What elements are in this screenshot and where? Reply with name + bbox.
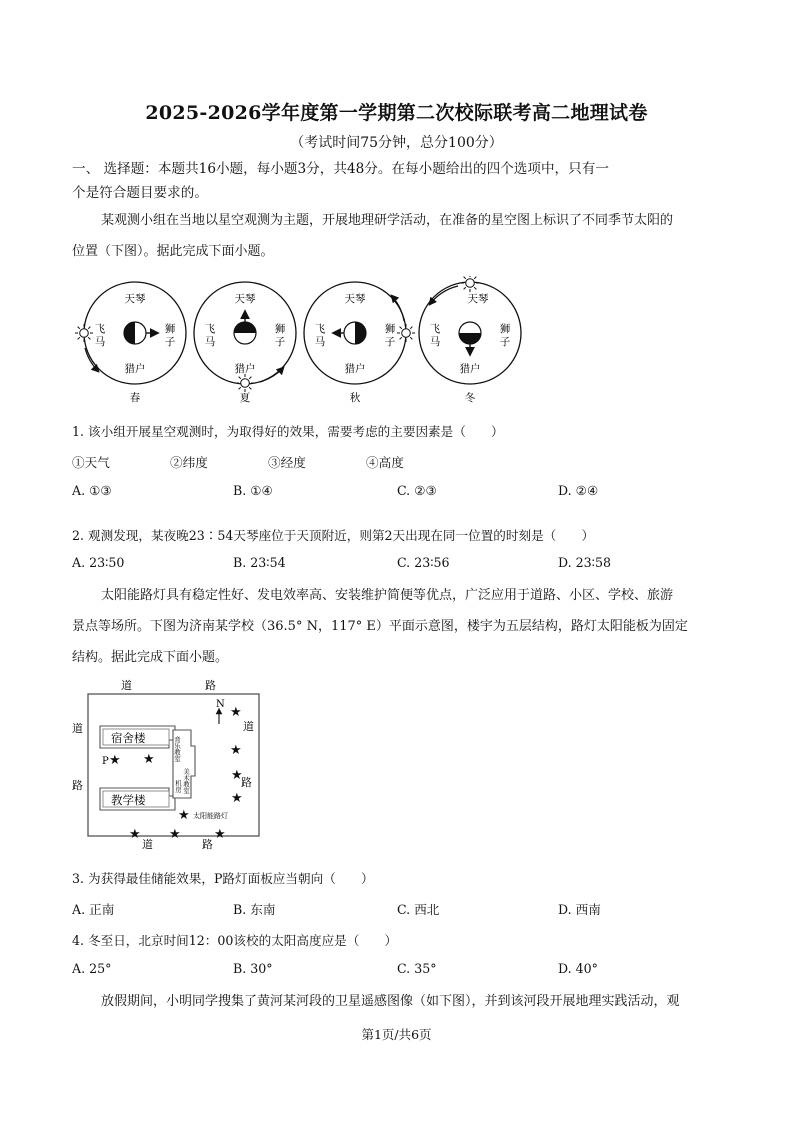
season-label: 秋 <box>349 392 361 404</box>
svg-text:天琴: 天琴 <box>467 293 489 305</box>
q4-stem: 4. 冬至日，北京时间12：00该校的太阳高度应是（ ） <box>72 933 398 948</box>
svg-text:道: 道 <box>72 722 83 735</box>
school-map-figure <box>65 676 270 852</box>
q1-factor-2: ②纬度 <box>170 455 208 470</box>
svg-text:狮: 狮 <box>499 323 511 335</box>
q2-option-a[interactable]: A. 23∶50 <box>72 555 125 570</box>
svg-text:★: ★ <box>231 791 243 806</box>
q1-option-b[interactable]: B. ①④ <box>233 483 273 498</box>
q1-factor-3: ③经度 <box>268 455 306 470</box>
q3-stem: 3. 为获得最佳储能效果，P路灯面板应当朝向（ ） <box>72 871 374 886</box>
sun-icon <box>236 374 254 392</box>
svg-text:路: 路 <box>72 779 83 792</box>
exam-info: （考试时间75分钟，总分100分） <box>290 135 503 151</box>
passage2-line2: 景点等场所。下图为济南某学校（36.5° N，117° E）平面示意图，楼宇为五层结构，路灯太阳能板为固定 <box>72 619 688 634</box>
svg-text:猎户: 猎户 <box>459 363 481 375</box>
season-label: 夏 <box>239 392 251 404</box>
svg-text:★: ★ <box>169 827 181 842</box>
star-maps-figure <box>60 276 540 406</box>
svg-text:马: 马 <box>429 336 441 348</box>
svg-text:子: 子 <box>499 336 511 348</box>
svg-text:★: ★ <box>214 827 226 842</box>
north-label: N <box>216 699 225 710</box>
svg-text:天琴: 天琴 <box>344 293 366 305</box>
passage2-line3: 结构。据此完成下面小题。 <box>72 650 229 665</box>
svg-text:道: 道 <box>142 838 153 851</box>
star-map-spring <box>75 282 186 404</box>
svg-text:飞: 飞 <box>314 323 326 335</box>
q2-stem: 2. 观测发现，某夜晚23∶54天琴座位于天顶附近，则第2天出现在同一位置的时刻是（ ） <box>72 528 595 543</box>
svg-text:狮: 狮 <box>164 323 176 335</box>
page-title: 2025-2026学年度第一学期第二次校际联考高二地理试卷 <box>145 102 648 124</box>
q4-option-d[interactable]: D. 40° <box>558 961 598 976</box>
svg-text:教学楼: 教学楼 <box>111 793 146 807</box>
dorm-building <box>100 726 175 748</box>
star-map-summer <box>194 282 296 404</box>
section-intro-line1: 一、 选择题：本题共16小题，每小题3分，共48分。在每小题给出的四个选项中，只有一 <box>72 161 609 177</box>
svg-text:马: 马 <box>314 336 326 348</box>
q4-option-b[interactable]: B. 30° <box>233 961 273 976</box>
svg-text:子: 子 <box>274 336 286 348</box>
svg-text:路: 路 <box>241 776 252 789</box>
q3-option-d[interactable]: D. 西南 <box>558 902 601 917</box>
svg-text:美术教室: 美术教室 <box>182 768 190 794</box>
sun-icon <box>461 276 479 292</box>
q1-factor-1: ①天气 <box>72 455 110 470</box>
svg-text:道: 道 <box>243 720 254 733</box>
svg-text:★: ★ <box>230 705 242 720</box>
svg-text:路: 路 <box>202 838 213 851</box>
svg-text:马: 马 <box>204 336 216 348</box>
section-intro-line2: 个是符合题目要求的。 <box>72 185 208 201</box>
svg-text:马: 马 <box>94 336 106 348</box>
svg-text:机房: 机房 <box>174 780 182 793</box>
passage1-line2: 位置（下图）。据此完成下面小题。 <box>72 244 274 259</box>
q2-option-b[interactable]: B. 23∶54 <box>233 555 286 570</box>
q4-option-c[interactable]: C. 35° <box>397 961 437 976</box>
svg-text:路: 路 <box>205 679 216 692</box>
season-label: 冬 <box>464 392 476 404</box>
svg-text:飞: 飞 <box>204 323 216 335</box>
svg-text:★: ★ <box>178 808 190 823</box>
legend-label: 太阳能路灯 <box>193 812 228 820</box>
svg-text:宿舍楼: 宿舍楼 <box>111 731 146 745</box>
q1-option-c[interactable]: C. ②③ <box>397 483 437 498</box>
svg-text:猎户: 猎户 <box>124 363 146 375</box>
sun-icon <box>75 324 93 342</box>
passage3-line1: 放假期间，小明同学搜集了黄河某河段的卫星遥感图像（如下图），并到该河段开展地理实践活动，观 <box>101 994 680 1009</box>
svg-text:子: 子 <box>164 336 176 348</box>
svg-text:★: ★ <box>230 743 242 758</box>
q1-option-d[interactable]: D. ②④ <box>558 483 599 498</box>
svg-text:音乐教室: 音乐教室 <box>173 736 181 762</box>
page-number: 第1页/共6页 <box>361 1027 432 1042</box>
svg-text:★: ★ <box>109 753 121 768</box>
q2-option-c[interactable]: C. 23∶56 <box>397 555 450 570</box>
q3-option-a[interactable]: A. 正南 <box>72 902 115 917</box>
svg-text:狮: 狮 <box>274 323 286 335</box>
svg-text:★: ★ <box>129 827 141 842</box>
sun-icon <box>397 324 415 342</box>
q1-option-a[interactable]: A. ①③ <box>72 483 112 498</box>
star-map-winter <box>419 276 521 404</box>
q1-stem: 1. 该小组开展星空观测时，为取得好的效果，需要考虑的主要因素是（ ） <box>72 424 504 439</box>
svg-text:子: 子 <box>384 336 396 348</box>
svg-text:猎户: 猎户 <box>344 363 366 375</box>
star-map-autumn <box>304 282 415 404</box>
teaching-building <box>100 788 175 810</box>
svg-text:飞: 飞 <box>94 323 106 335</box>
svg-text:天琴: 天琴 <box>124 293 146 305</box>
q3-option-c[interactable]: C. 西北 <box>397 902 440 917</box>
svg-text:飞: 飞 <box>429 323 441 335</box>
q3-option-b[interactable]: B. 东南 <box>233 902 276 917</box>
svg-text:狮: 狮 <box>384 323 396 335</box>
q4-option-a[interactable]: A. 25° <box>72 961 112 976</box>
season-label: 春 <box>129 392 141 404</box>
svg-text:★: ★ <box>231 768 243 783</box>
q2-option-d[interactable]: D. 23∶58 <box>558 555 611 570</box>
svg-text:猎户: 猎户 <box>234 363 256 375</box>
q1-factor-4: ④高度 <box>366 455 404 470</box>
passage1-line1: 某观测小组在当地以星空观测为主题，开展地理研学活动，在准备的星空图上标识了不同季节太阳的 <box>101 213 674 228</box>
p-label: P <box>102 756 109 767</box>
svg-text:★: ★ <box>143 752 155 767</box>
svg-text:天琴: 天琴 <box>234 293 256 305</box>
passage2-line1: 太阳能路灯具有稳定性好、发电效率高、安装维护简便等优点，广泛应用于道路、小区、学校、旅游 <box>101 588 674 603</box>
svg-text:道: 道 <box>121 679 132 692</box>
